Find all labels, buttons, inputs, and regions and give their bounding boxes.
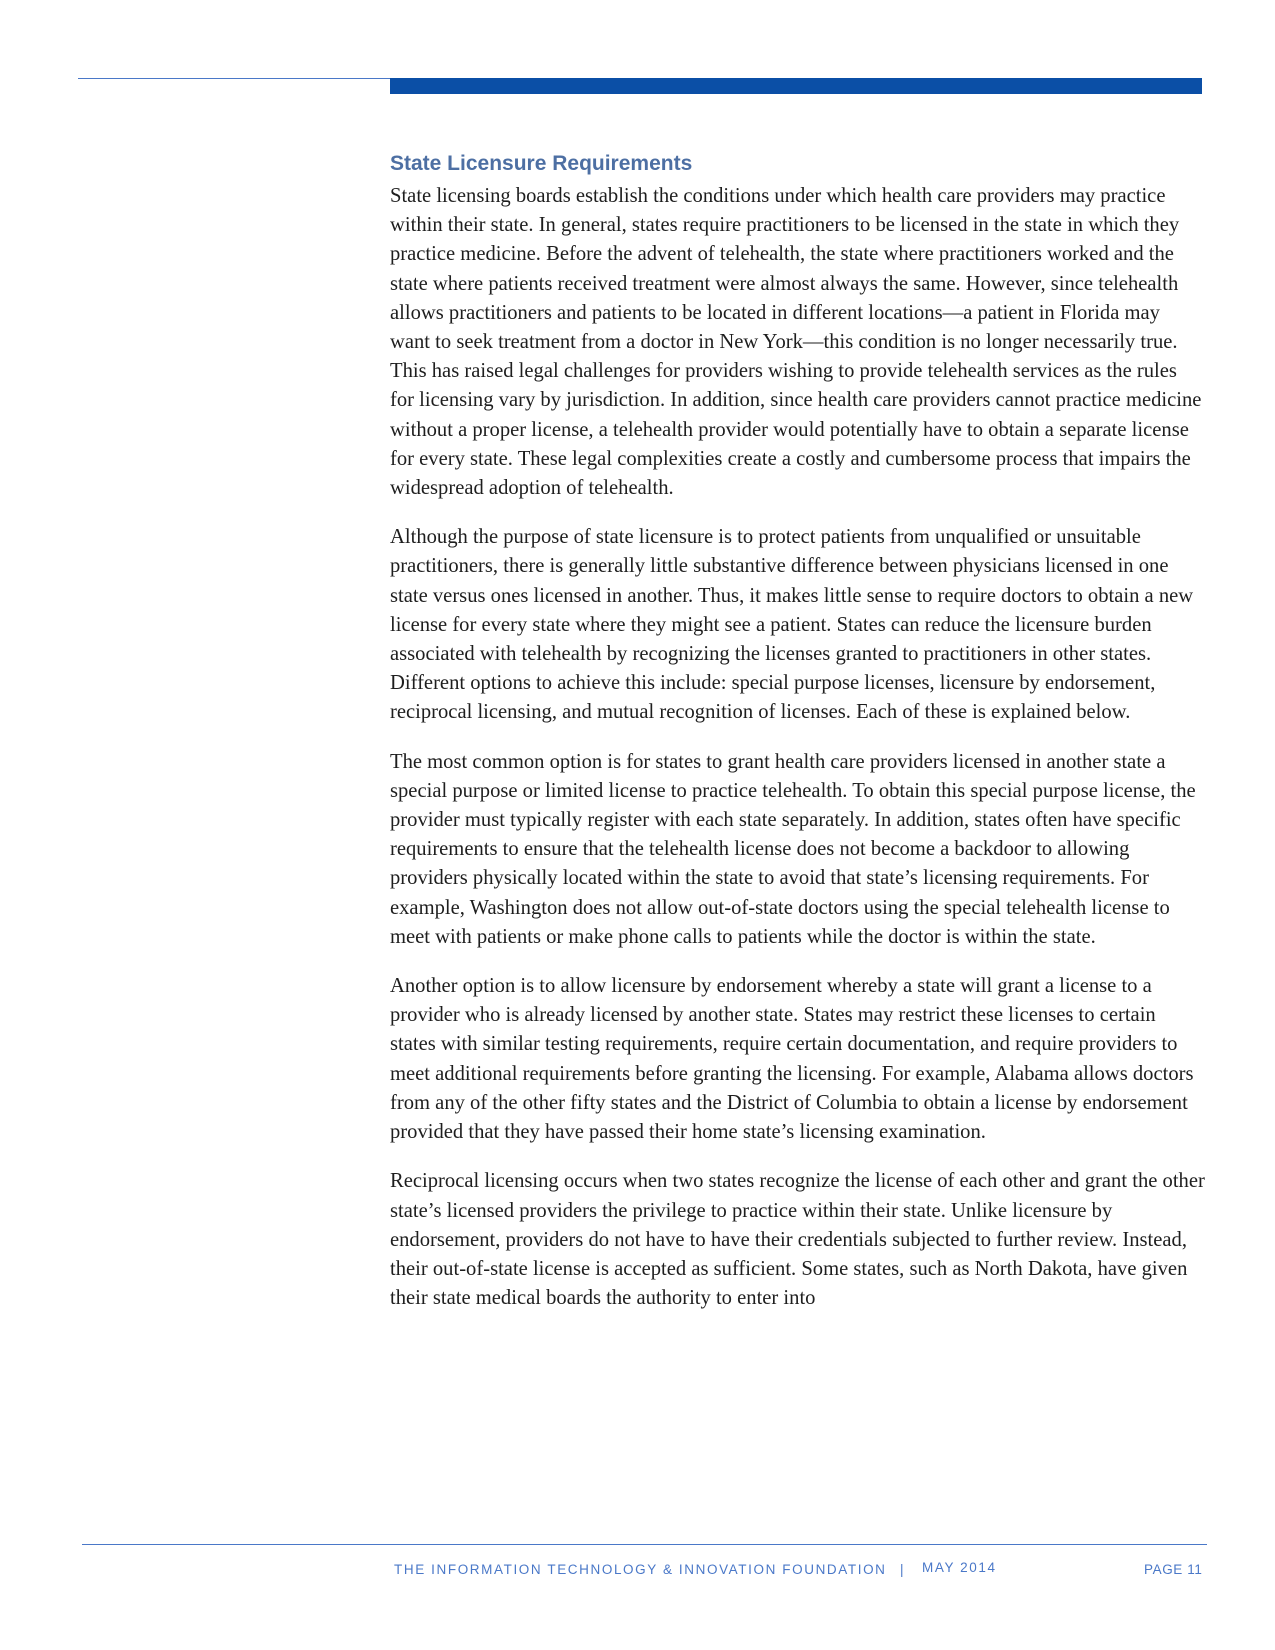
section-heading: State Licensure Requirements xyxy=(390,152,693,175)
header-rule-line xyxy=(78,78,390,79)
header-accent-bar xyxy=(390,78,1202,94)
main-content xyxy=(390,150,1205,1333)
body-paragraph-1: State licensing boards establish the conditions under which health care providers may practice within their state. In general, states require practitioners to be licensed in the state in which they practice medicine. Before the advent of telehealth, the state where practitioners worked and the state where patients received treatment were almost always the same. However, since telehealth allows practitioners and patients to be located in different locations—a patient in Florida may want to seek treatment from a doctor in New York—this condition is no longer necessarily true. This has raised legal challenges for providers wishing to provide telehealth services as the rules for licensing vary by jurisdiction. In addition, since health care providers cannot practice medicine without a proper license, a telehealth provider would potentially have to obtain a separate license for every state. These legal complexities create a costly and cumbersome process that impairs the widespread adoption of telehealth. xyxy=(390,185,1202,500)
footer-organization: THE INFORMATION TECHNOLOGY & INNOVATION FOUNDATION xyxy=(394,1562,887,1577)
body-paragraph-3: The most common option is for states to grant health care providers licensed in another state a special purpose or limited license to practice telehealth. To obtain this special purpose license, the provider must typically register with each state separately. In addition, states often have specific requirements to ensure that the telehealth license does not become a backdoor to allowing providers physically located within the state to avoid that state’s licensing requirements. For example, Washington does not allow out-of-state doctors using the special telehealth license to meet with patients or make phone calls to patients while the doctor is within the state. xyxy=(390,750,1196,948)
footer-date: MAY 2014 xyxy=(922,1560,997,1575)
footer-separator: | xyxy=(900,1562,906,1577)
body-paragraph-4: Another option is to allow licensure by endorsement whereby a state will grant a license to a provider who is already licensed by another state. States may restrict these licenses to certain states with similar testing requirements, require certain documentation, and require providers to meet additional requirements before granting the licensing. For example, Alabama allows doctors from any of the other fifty states and the District of Columbia to obtain a license by endorsement provided that they have passed their home state’s licensing examination. xyxy=(390,975,1194,1144)
body-paragraph-2: Although the purpose of state licensure is to protect patients from unqualified or unsuitable practitioners, there is generally little substantive difference between physicians licensed in one state versus ones licensed in another. Thus, it makes little sense to require doctors to obtain a new license for every state where they might see a patient. States can reduce the licensure burden associated with telehealth by recognizing the licenses granted to practitioners in other states. Different options to achieve this include: special purpose licenses, licensure by endorsement, reciprocal licensing, and mutual recognition of licenses. Each of these is explained below. xyxy=(390,526,1194,724)
body-paragraph-5: Reciprocal licensing occurs when two states recognize the license of each other and grant the other state’s licensed providers the privilege to practice within their state. Unlike licensure by endorsement, providers do not have to have their credentials subjected to further review. Instead, their out-of-state license is accepted as sufficient. Some states, such as North Dakota, have given their state medical boards the authority to enter into xyxy=(390,1170,1205,1310)
footer-page-number: PAGE 11 xyxy=(1144,1562,1203,1577)
footer-rule-line xyxy=(82,1544,1207,1545)
